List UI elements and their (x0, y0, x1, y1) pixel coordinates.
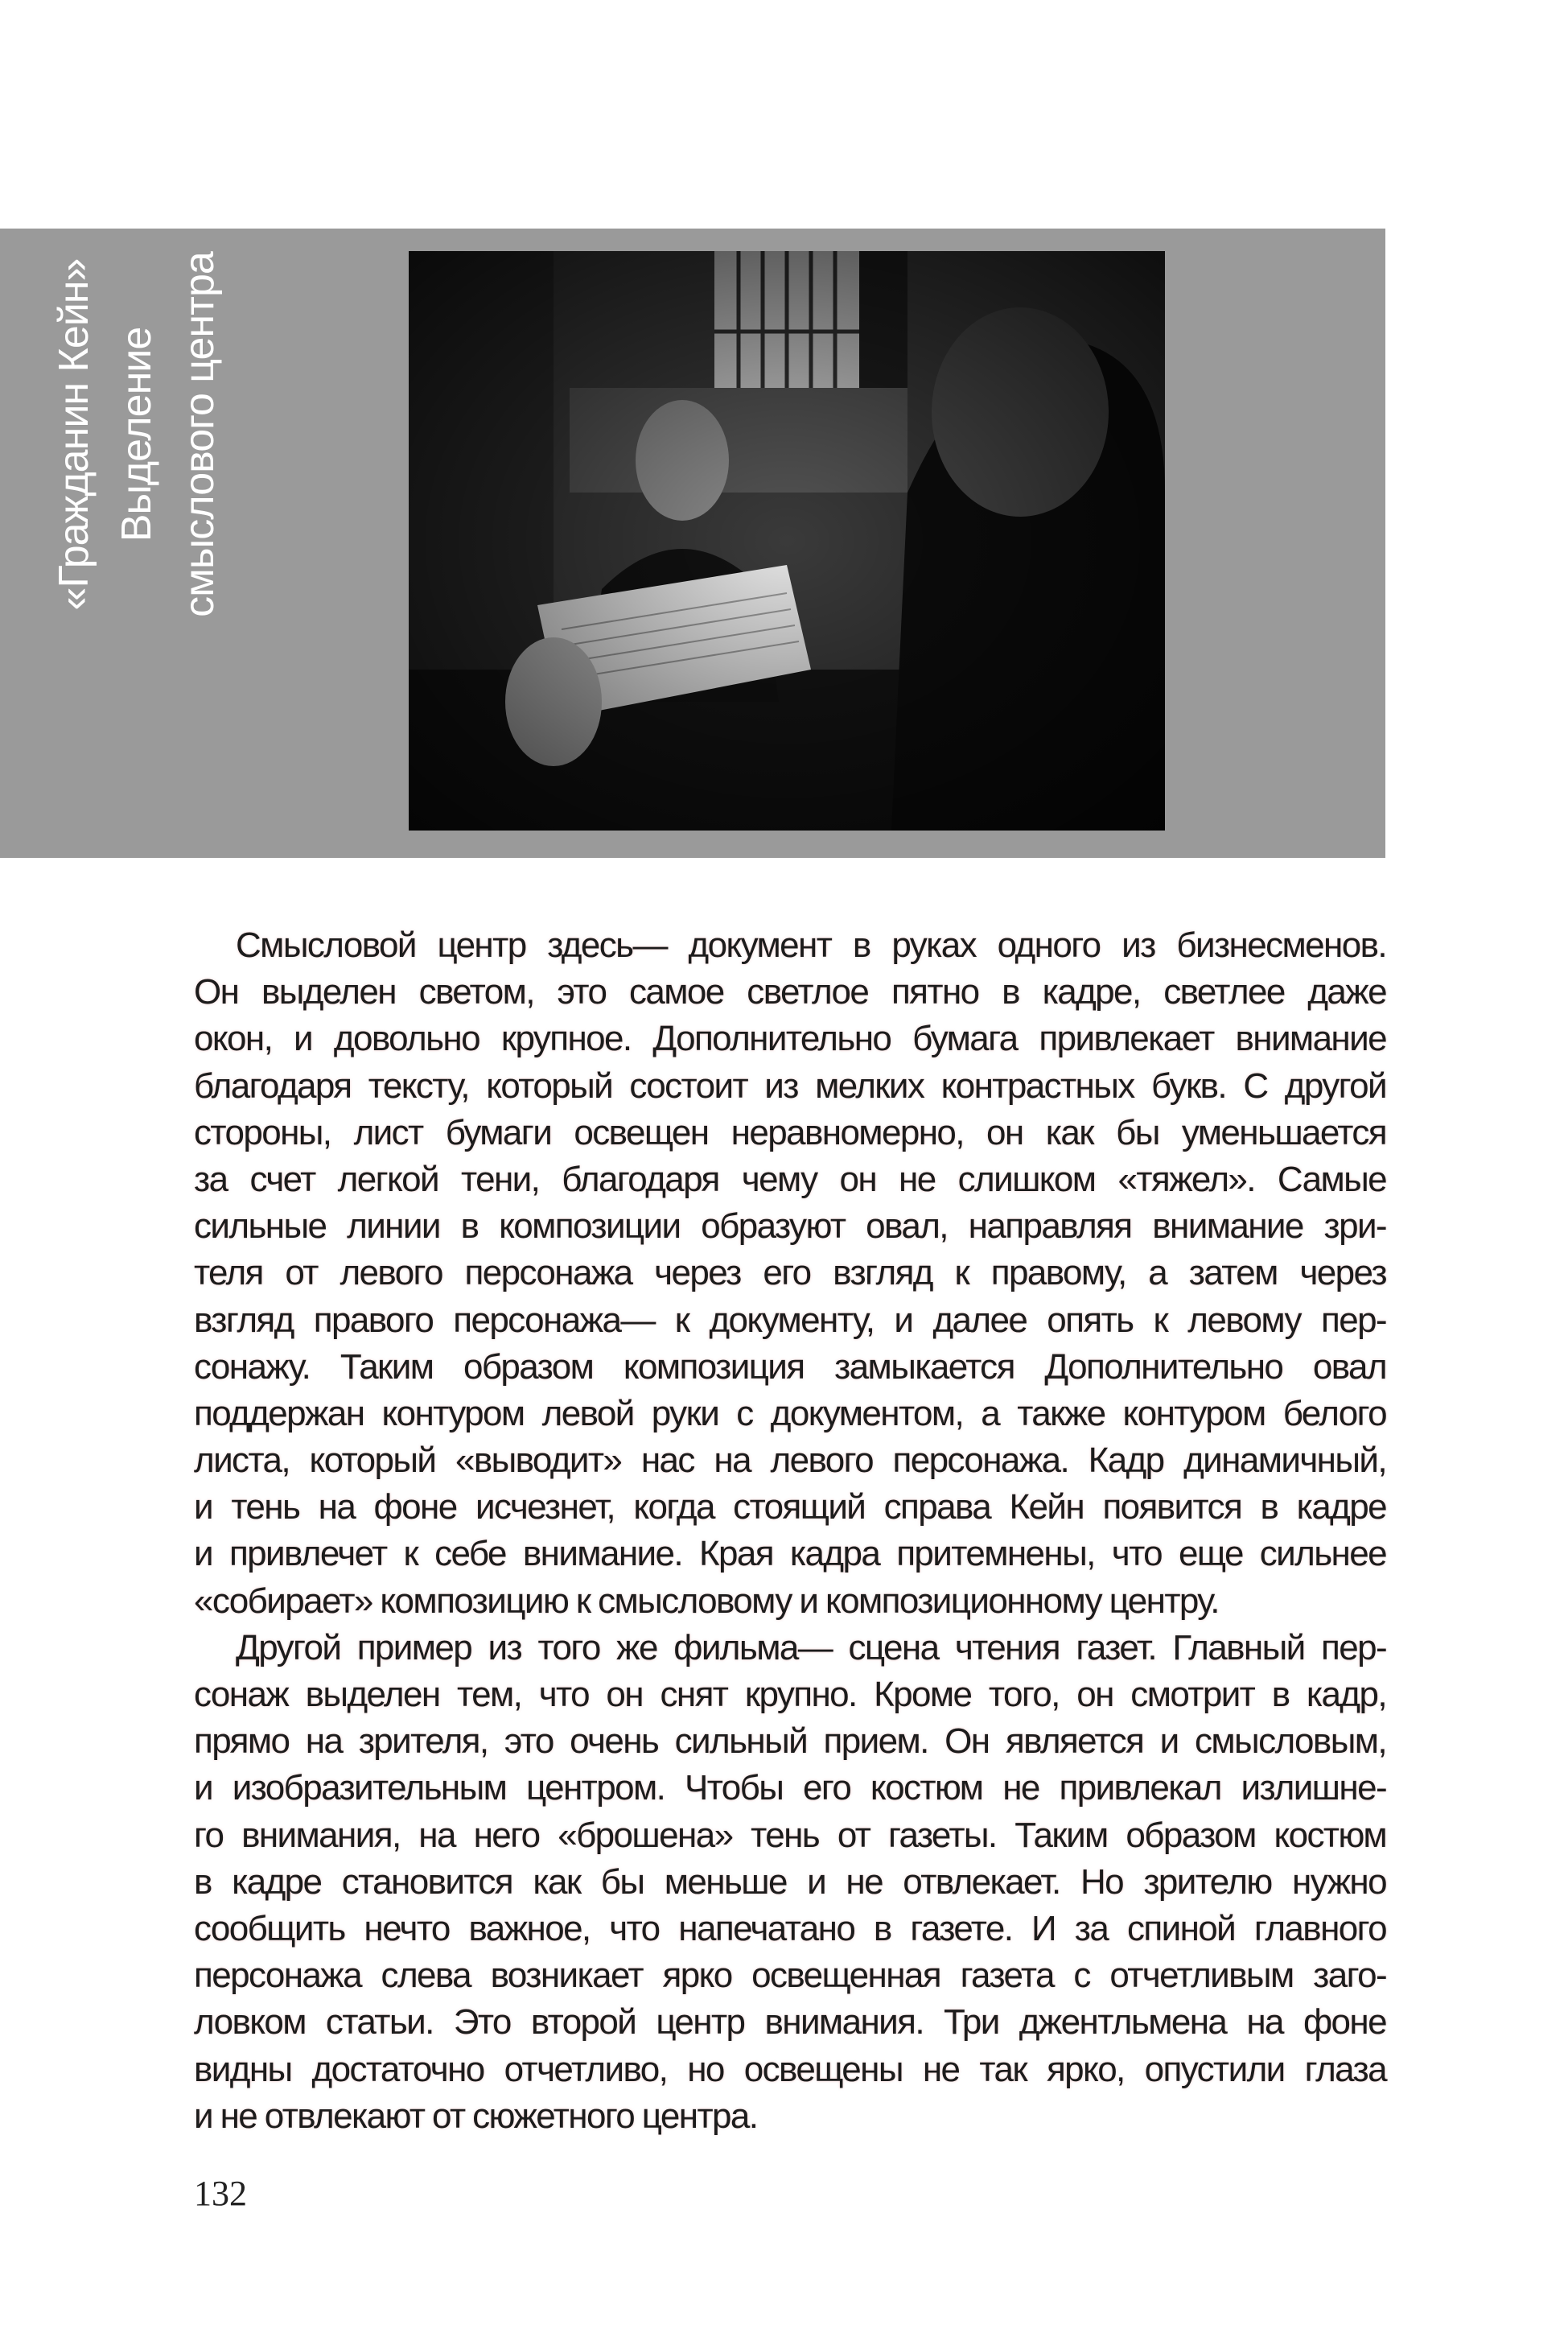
text-line: поддержан контуром левой руки с документом, а также контуром белого (194, 1393, 1386, 1433)
text-line: сообщить нечто важное, что напечатано в газете. И за спиной главного (194, 1908, 1386, 1948)
text-line: сонаж выделен тем, что он снят крупно. Кроме того, он смотрит в кадр, (194, 1675, 1386, 1714)
text-line: Смысловой центр здесь— документ в руках одного из бизнесменов. (236, 925, 1386, 965)
text-line: стороны, лист бумаги освещен неравномерно, он как бы уменьшается (194, 1112, 1386, 1152)
text-line: сонажу. Таким образом композиция замыкается Дополнительно овал (194, 1346, 1386, 1387)
text-line: Он выделен светом, это самое светлое пятно в кадре, светлее даже (194, 972, 1386, 1012)
title-line-3: смыслового центра (176, 252, 223, 617)
title-line-1: «Гражданин Кейн» (51, 258, 97, 611)
text-line: сильные линии в композиции образуют овал, направляя внимание зри- (194, 1206, 1386, 1247)
body-text (194, 922, 1386, 2140)
text-line: го внимания, на него «брошена» тень от газеты. Таким образом костюм (194, 1815, 1386, 1855)
text-line: и изобразительным центром. Чтобы его костюм не привлекал излишне- (194, 1768, 1386, 1808)
text-line: Другой пример из того же фильма— сцена чтения газет. Главный пер- (236, 1627, 1386, 1667)
text-line: и привлечет к себе внимание. Края кадра притемнены, что еще сильнее (194, 1534, 1386, 1574)
film-still-image (409, 251, 1165, 831)
text-line: теля от левого персонажа через его взгляд к правому, а затем через (194, 1253, 1386, 1293)
title-line-2: Выделение (113, 327, 160, 542)
text-line: ловком статьи. Это второй центр внимания. Три джентльмена на фоне (194, 2002, 1386, 2043)
text-line: прямо на зрителя, это очень сильный прием. Он является и смысловым, (194, 1721, 1386, 1762)
text-line: видны достаточно отчетливо, но освещены не так ярко, опустили глаза (194, 2049, 1386, 2089)
text-line: персонажа слева возникает ярко освещенная газета с отчетливым заго- (194, 1956, 1386, 1996)
text-line: листа, который «выводит» нас на левого персонажа. Кадр динамичный, (194, 1441, 1386, 1481)
text-line: «собирает» композицию к смысловому и композиционному центру. (194, 1581, 1219, 1621)
text-line: благодаря тексту, который состоит из мелких контрастных букв. С другой (194, 1066, 1386, 1106)
text-line: за счет легкой тени, благодаря чему он не слишком «тяжел». Самые (194, 1159, 1386, 1199)
page-number: 132 (194, 2174, 247, 2213)
text-line: в кадре становится как бы меньше и не отвлекает. Но зрителю нужно (194, 1861, 1386, 1902)
text-line: и тень на фоне исчезнет, когда стоящий справа Кейн появится в кадре (194, 1487, 1386, 1527)
text-line: и не отвлекают от сюжетного центра. (194, 2096, 758, 2136)
text-line: взгляд правого персонажа— к документу, и далее опять к левому пер- (194, 1300, 1386, 1340)
text-line: окон, и довольно крупное. Дополнительно бумага привлекает внимание (194, 1019, 1386, 1059)
